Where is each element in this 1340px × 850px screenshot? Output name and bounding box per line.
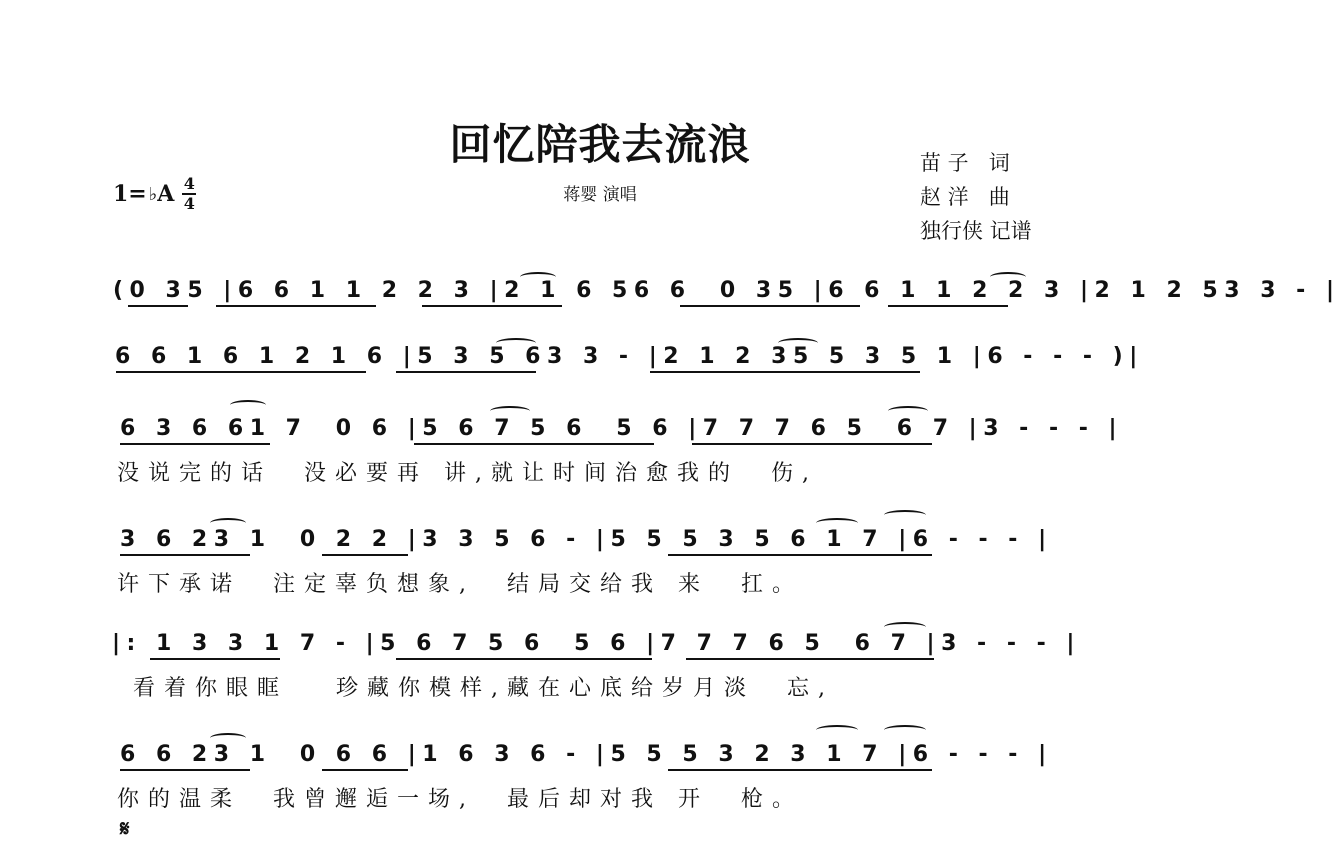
key-note: A: [157, 181, 175, 207]
lyrics-line-5: 看着你眼眶 珍藏你模样,藏在心底给岁月淡 忘,: [117, 676, 834, 701]
tie: [210, 518, 246, 528]
time-bottom: 4: [183, 194, 195, 213]
beam: [322, 554, 408, 556]
composer-credit: 赵 洋 曲: [920, 185, 1010, 209]
tie: [490, 406, 530, 416]
notation-line-4: 3 6 23 1 0 2 2 |3 3 5 6 - |5 5 5 3 5 6 1 7 |6 - - - |: [120, 527, 1053, 552]
beam: [422, 305, 562, 307]
notation-line-2: 6 6 1 6 1 2 1 6 |5 3 5 63 3 - |2 1 2 35 5 3 5 1 |6 - - - )|: [115, 344, 1144, 369]
beam: [120, 554, 250, 556]
credits: [920, 146, 1032, 248]
beam: [150, 658, 280, 660]
tie: [778, 338, 818, 348]
beam: [322, 769, 408, 771]
tie: [816, 725, 858, 735]
notation-line-1: (0 35 |6 6 1 1 2 2 3 |2 1 6 56 6 0 35 |6 6 1 1 2 2 3 |2 1 2 53 3 - |: [113, 278, 1340, 303]
tie: [496, 338, 536, 348]
notation-line-6: 6 6 23 1 0 6 6 |1 6 3 6 - |5 5 5 3 2 3 1 7 |6 - - - |: [120, 742, 1053, 767]
tie: [520, 272, 556, 282]
flat-icon: ♭: [148, 183, 158, 205]
lyrics-line-6: 你的温柔 我曾邂逅一场, 最后却对我 开 枪。: [117, 787, 803, 812]
beam: [680, 305, 860, 307]
key-label: 1=: [113, 181, 147, 207]
beam: [216, 305, 376, 307]
tie: [816, 518, 858, 528]
beam: [414, 443, 654, 445]
beam: [888, 305, 1008, 307]
beam: [668, 554, 932, 556]
tie: [884, 725, 926, 735]
notation-line-3: 6 3 6 61 7 0 6 |5 6 7 5 6 5 6 |7 7 7 6 5 6 7 |3 - - - |: [120, 416, 1124, 441]
lyrics-line-3: 没说完的话 没必要再 讲,就让时间治愈我的 伤,: [117, 461, 818, 486]
key-signature: [113, 176, 196, 212]
beam: [120, 769, 250, 771]
notation-line-5: |: 1 3 3 1 7 - |5 6 7 5 6 5 6 |7 7 7 6 5 6 7 |3 - - - |: [112, 631, 1081, 656]
transcriber-credit: 独行侠 记谱: [920, 219, 1032, 243]
time-top: 4: [183, 174, 195, 193]
beam: [116, 371, 366, 373]
tie: [230, 400, 266, 410]
lyricist-credit: 苗 子 词: [920, 151, 1010, 175]
beam: [396, 658, 652, 660]
tie: [888, 406, 928, 416]
segno-icon: 𝄋: [120, 816, 130, 842]
time-signature: [182, 176, 196, 212]
lyrics-line-4: 许下承诺 注定辜负想象, 结局交给我 来 扛。: [117, 572, 803, 597]
song-title: 回忆陪我去流浪: [449, 120, 751, 169]
beam: [650, 371, 920, 373]
beam: [128, 305, 188, 307]
tie: [884, 510, 926, 520]
tie: [210, 733, 246, 743]
tie: [990, 272, 1026, 282]
beam: [686, 658, 934, 660]
beam: [396, 371, 536, 373]
beam: [692, 443, 932, 445]
beam: [668, 769, 932, 771]
singer-credit: 蒋婴 演唱: [563, 185, 637, 205]
beam: [120, 443, 270, 445]
tie: [884, 622, 926, 632]
